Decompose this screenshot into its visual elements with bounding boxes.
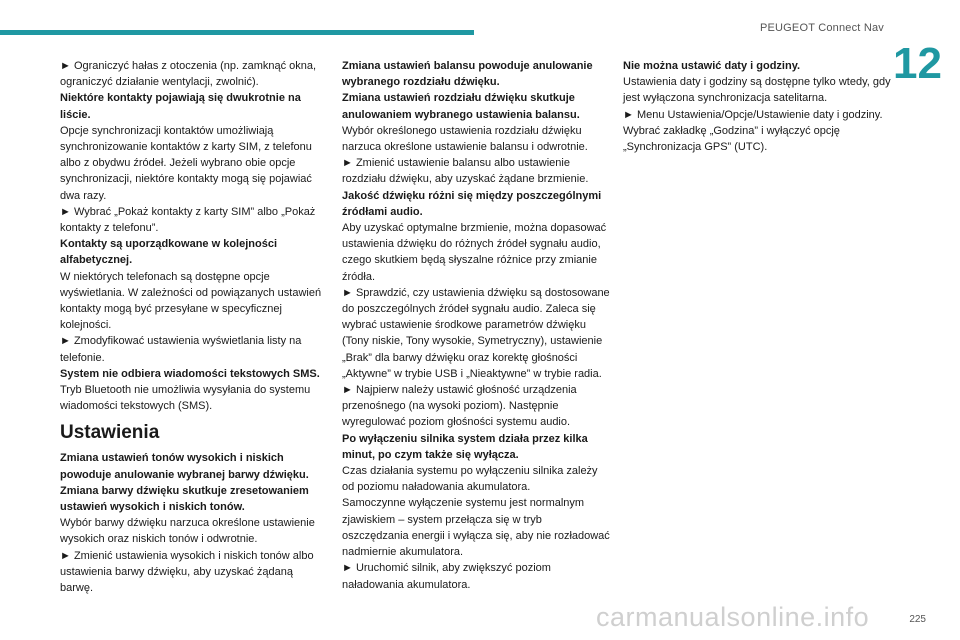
bold-paragraph: Niektóre kontakty pojawiają się dwukrotnie na liście. [60,92,301,121]
page-number: 225 [909,614,926,625]
bold-paragraph: Zmiana ustawień balansu powoduje anulowanie wybranego rozdziału dźwięku. [342,60,593,89]
bold-paragraph: Po wyłączeniu silnika system działa przez kilka minut, po czym także się wyłącza. [342,432,588,461]
column-left-section-paragraphs [60,450,328,596]
paragraph: Aby uzyskać optymalne brzmienie, można dopasować ustawienia dźwięku do różnych źródeł sygnału audio, czego skutkiem będą słyszalne różnice przy zmianie źródła. [342,222,607,283]
chapter-number: 12 [893,39,942,88]
column-right-paragraphs [623,58,891,155]
paragraph: ► Zmodyfikować ustawienia wyświetlania listy na telefonie. [60,335,302,364]
paragraph: Opcje synchronizacji kontaktów umożliwiają synchronizowanie kontaktów z karty SIM, z telefonu albo z obydwu źródeł. Jeżeli wybrano obie opcje synchronizacji, niektóre kontakty mogą się pojawiać dwa razy. [60,124,312,202]
paragraph: ► Najpierw należy ustawić głośność urządzenia przenośnego (na wysoki poziom). Następnie wyregulować poziom głośności systemu audio. [342,384,577,429]
column-middle [342,58,610,593]
paragraph: Tryb Bluetooth nie umożliwia wysyłania do systemu wiadomości tekstowych (SMS). [60,384,311,413]
header-accent-bar [0,30,474,35]
bold-paragraph: Zmiana ustawień rozdziału dźwięku skutkuje anulowaniem wybranego ustawienia balansu. [342,92,580,121]
paragraph: ► Sprawdzić, czy ustawienia dźwięku są dostosowane do poszczególnych źródeł sygnału audio. Zaleca się wybrać ustawienie środkowe parametrów dźwięku (Tony niskie, Tony wysokie, Symetryczny), ustawienie „Brak” dla barwy dźwięku oraz korektę głośności „Aktywne” w trybie USB i „Nieaktywne” w trybie radia. [342,286,610,380]
bold-paragraph: Jakość dźwięku różni się między poszczególnymi źródłami audio. [342,189,602,218]
column-middle-paragraphs [342,58,610,593]
bold-paragraph: Zmiana barwy dźwięku skutkuje zresetowaniem ustawień wysokich i niskich tonów. [60,484,309,514]
paragraph: ► Ograniczyć hałas z otoczenia (np. zamknąć okna, ograniczyć działanie wentylacji, zwolnić). [60,60,317,89]
paragraph: ► Zmienić ustawienia wysokich i niskich tonów albo ustawienia barwy dźwięku, aby uzyskać żądaną barwę. [60,549,314,595]
bold-paragraph: Kontakty są uporządkowane w kolejności alfabetycznej. [60,238,277,267]
paragraph: Czas działania systemu po wyłączeniu silnika zależy od poziomu naładowania akumulatora. [342,465,598,494]
bold-paragraph: Nie można ustawić daty i godziny. [623,60,801,72]
paragraph: Wybór barwy dźwięku narzuca określone ustawienie wysokich oraz niskich tonów i odwrotnie. [60,517,315,546]
paragraph: ► Wybrać „Pokaż kontakty z karty SIM” albo „Pokaż kontakty z telefonu”. [60,205,316,235]
section-heading: Ustawienia [60,422,160,444]
paragraph: ► Zmienić ustawienie balansu albo ustawienie rozdziału dźwięku, aby uzyskać żądane brzmienie. [342,157,589,186]
paragraph: Wybór określonego ustawienia rozdziału dźwięku narzuca określone ustawienie balansu i odwrotnie. [342,124,588,154]
watermark: carmanualsonline.info [596,602,870,632]
column-left [60,58,328,596]
paragraph: ► Menu Ustawienia/Opcje/Ustawienie daty i godziny. Wybrać zakładkę „Godzina” i wyłączyć opcję „Synchronizacja GPS” (UTC). [623,108,883,154]
paragraph: Samoczynne wyłączenie systemu jest normalnym zjawiskiem – system przełącza się w tryb oszczędzania energii i wyłącza się, aby nie rozładować nadmiernie akumulatora. [342,497,610,559]
column-right [623,58,891,155]
header-title: PEUGEOT Connect Nav [759,22,884,34]
bold-paragraph: System nie odbiera wiadomości tekstowych SMS. [60,367,320,380]
paragraph: W niektórych telefonach są dostępne opcje wyświetlania. W zależności od powiązanych ustawień kontakty mogą być przesyłane w specyficznej kolejności. [60,270,322,332]
paragraph: Ustawienia daty i godziny są dostępne tylko wtedy, gdy jest wyłączona synchronizacja satelitarna. [623,76,891,105]
column-left-paragraphs [60,58,328,414]
bold-paragraph: Zmiana ustawień tonów wysokich i niskich powoduje anulowanie wybranej barwy dźwięku. [60,452,309,481]
paragraph: ► Uruchomić silnik, aby zwiększyć poziom naładowania akumulatora. [342,562,551,591]
